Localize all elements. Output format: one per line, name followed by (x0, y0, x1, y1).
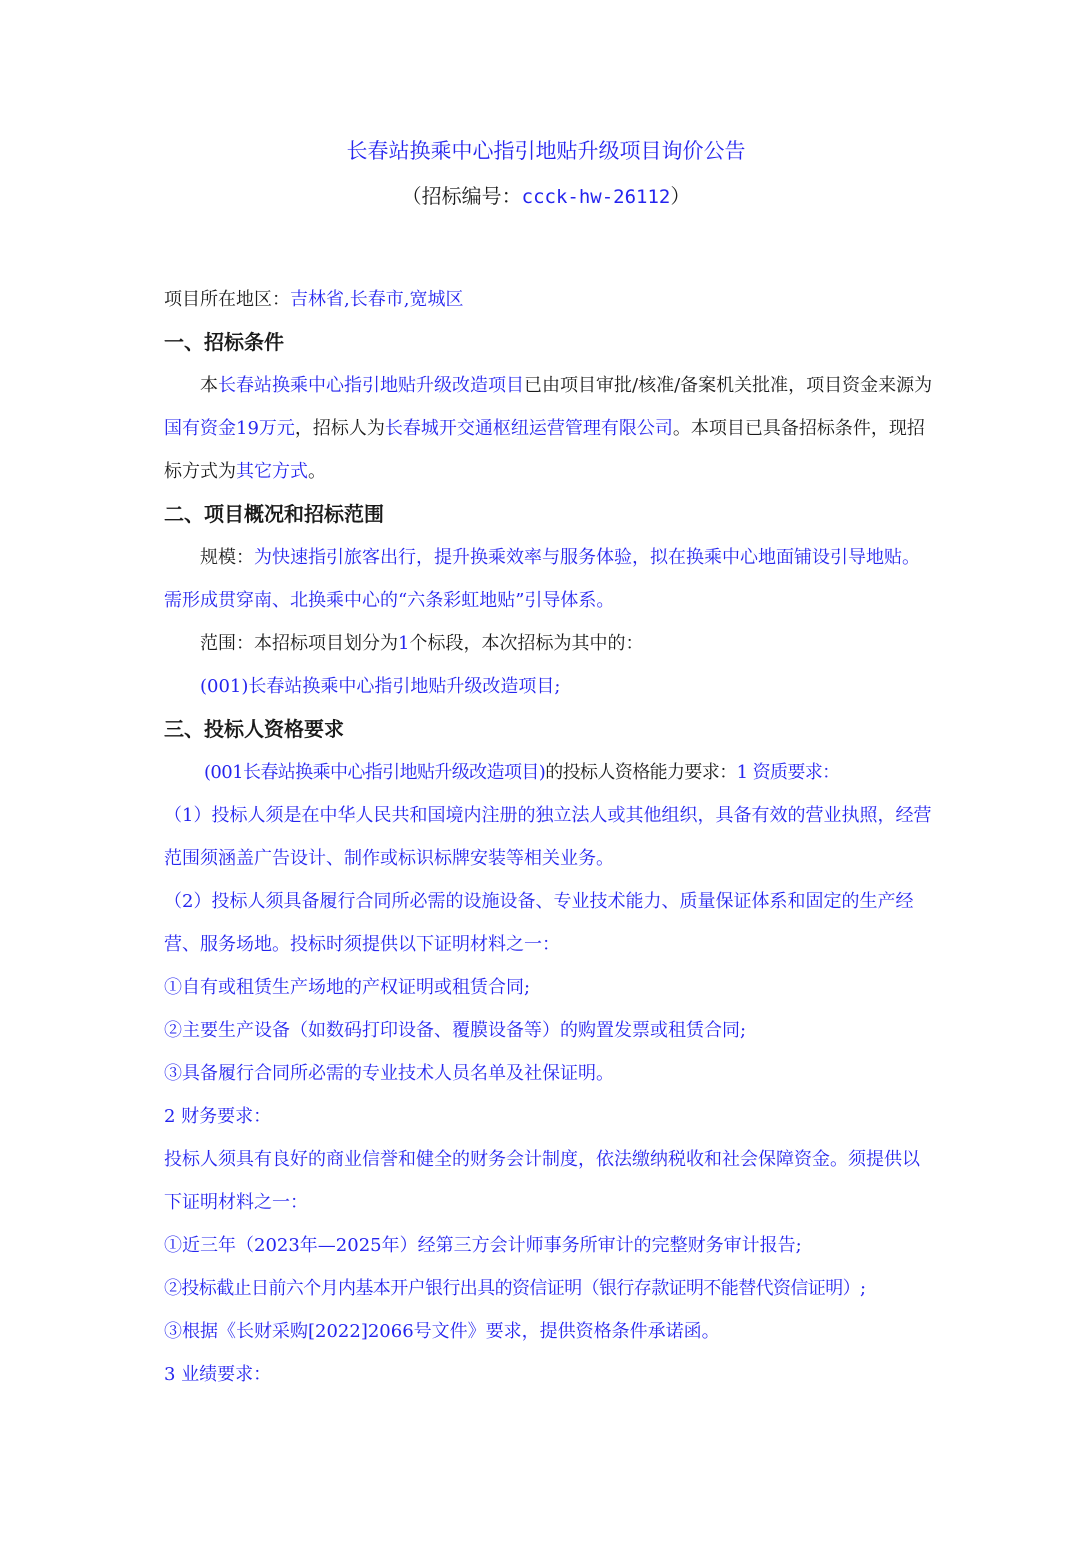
conditions-text-3: ，招标人为 (294, 418, 385, 439)
finance-text: 投标人须具有良好的商业信誉和健全的财务会计制度，依法缴纳税收和社会保障资金。须提供以下证明材料之一： (164, 1149, 920, 1213)
tender-code-suffix: ） (670, 184, 691, 208)
section-heading-qualification: 三、投标人资格要求 (164, 717, 344, 741)
range-text-2: 个标段，本次招标为其中的： (409, 633, 644, 654)
location-label: 项目所在地区： (164, 289, 290, 310)
lot-count: 1 (398, 633, 410, 654)
range-text-1: 范围：本招标项目划分为 (200, 633, 398, 654)
qualification-intro-tail: 1 资质要求： (736, 762, 840, 783)
conditions-paragraph (164, 364, 936, 493)
range-paragraph (164, 622, 936, 665)
qualification-item-1: （1）投标人须是在中华人民共和国境内注册的独立法人或其他组织，具备有效的营业执照，经营范围须涵盖广告设计、制作或标识标牌安装等相关业务。 (164, 805, 932, 869)
qualification-lot: (001长春站换乘中心指引地贴升级改造项目) (204, 762, 546, 783)
tender-code (0, 180, 1092, 209)
qualification-intro (164, 751, 936, 794)
section-heading-overview: 二、项目概况和招标范围 (164, 502, 384, 526)
document-body (164, 278, 936, 1396)
project-name: 长春站换乘中心指引地贴升级改造项目 (218, 375, 524, 396)
qualification-intro-text: 的投标人资格能力要求： (545, 762, 737, 783)
section-heading-conditions: 一、招标条件 (164, 330, 284, 354)
qualification-item-2a: ①自有或租赁生产场地的产权证明或租赁合同; (164, 977, 531, 998)
lot-item: (001)长春站换乘中心指引地贴升级改造项目; (200, 676, 561, 697)
finance-item-b: ②投标截止日前六个月内基本开户银行出具的资信证明（银行存款证明不能替代资信证明）; (164, 1278, 866, 1299)
conditions-text-5: 。 (308, 461, 326, 482)
qualification-item-2b: ②主要生产设备（如数码打印设备、覆膜设备等）的购置发票或租赁合同; (164, 1020, 747, 1041)
scale-text: 为快速指引旅客出行，提升换乘效率与服务体验，拟在换乘中心地面铺设引导地贴。需形成贯穿南、北换乘中心的“六条彩虹地贴”引导体系。 (164, 547, 920, 611)
finance-item-a: ①近三年（2023年—2025年）经第三方会计师事务所审计的完整财务审计报告; (164, 1235, 802, 1256)
scale-label: 规模： (200, 547, 254, 568)
tenderer-name: 长春城开交通枢纽运营管理有限公司 (384, 418, 673, 439)
tender-code-value: ccck-hw-26112 (521, 186, 671, 208)
scale-paragraph (164, 536, 936, 622)
location-line (164, 278, 936, 321)
conditions-text-4: 。本项目已具备招标条件，现招标方式为 (164, 418, 925, 482)
page-title: 长春站换乘中心指引地贴升级项目询价公告 (346, 139, 746, 163)
qualification-item-2c: ③具备履行合同所必需的专业技术人员名单及社保证明。 (164, 1063, 614, 1084)
conditions-text-1: 本 (200, 375, 218, 396)
finance-item-c: ③根据《长财采购[2022]2066号文件》要求，提供资格条件承诺函。 (164, 1321, 720, 1342)
tender-code-prefix: （招标编号： (401, 184, 522, 208)
finance-heading: 2 财务要求： (164, 1106, 272, 1127)
tender-method: 其它方式 (236, 461, 308, 482)
qualification-item-2: （2）投标人须具备履行合同所必需的设施设备、专业技术能力、质量保证体系和固定的生产经营、服务场地。投标时须提供以下证明材料之一： (164, 891, 914, 955)
funding-source: 国有资金19万元 (164, 418, 295, 439)
location-value: 吉林省,长春市,宽城区 (290, 289, 464, 310)
conditions-text-2: 已由项目审批/核准/备案机关批准，项目资金来源为 (524, 375, 933, 396)
performance-heading: 3 业绩要求： (164, 1364, 272, 1385)
